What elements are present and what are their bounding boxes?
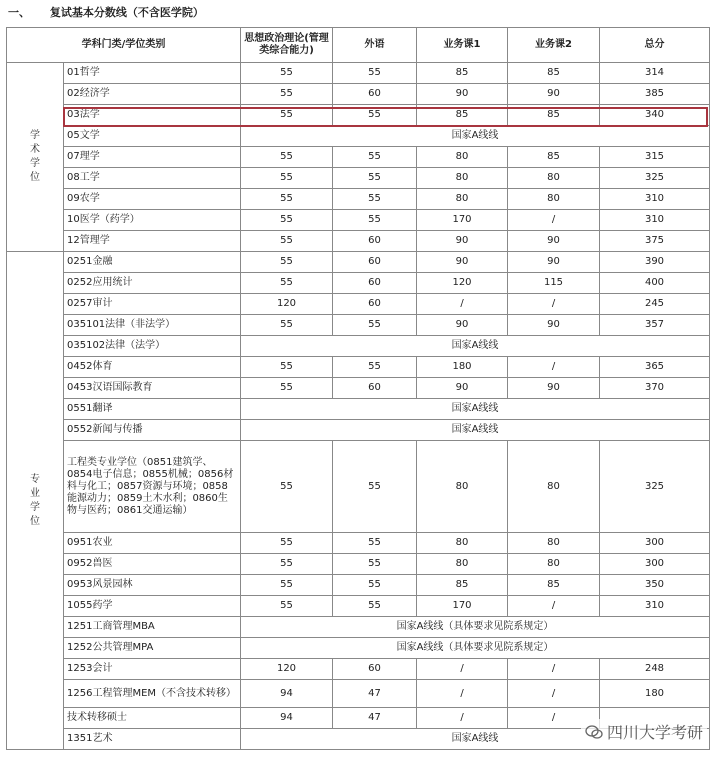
course2-score: /: [508, 294, 600, 315]
course1-score: 90: [417, 378, 508, 399]
section-number: 一、: [8, 6, 30, 19]
discipline-name: 0453汉语国际教育: [64, 378, 241, 399]
table-row: [7, 680, 710, 708]
course1-score: 90: [417, 315, 508, 336]
course1-score: 90: [417, 252, 508, 273]
foreign-score: 47: [333, 708, 417, 729]
course1-score: 85: [417, 575, 508, 596]
group-label-char: 学: [30, 130, 40, 141]
table-row: [7, 420, 710, 441]
course1-score: /: [417, 659, 508, 680]
group-label-char: 学: [30, 501, 40, 513]
table-row: [7, 357, 710, 378]
total-score: 357: [600, 315, 710, 336]
wechat-icon: [585, 725, 603, 739]
discipline-name: 02经济学: [64, 84, 241, 105]
foreign-score: 60: [333, 84, 417, 105]
foreign-score: 47: [333, 680, 417, 708]
discipline-name: 0452体育: [64, 357, 241, 378]
total-score: 390: [600, 252, 710, 273]
politics-score: 55: [241, 168, 333, 189]
politics-score: 55: [241, 357, 333, 378]
politics-score: 55: [241, 273, 333, 294]
politics-score: 55: [241, 147, 333, 168]
group-label-char: 位: [30, 172, 40, 183]
merged-note: 国家A线线（具体要求见院系规定）: [241, 638, 710, 659]
group-label-char: 学: [30, 158, 40, 169]
table-row: [7, 617, 710, 638]
table-row: [7, 533, 710, 554]
course2-score: /: [508, 357, 600, 378]
total-score: 315: [600, 147, 710, 168]
course2-score: 80: [508, 168, 600, 189]
merged-note: 国家A线线: [241, 420, 710, 441]
discipline-name: 03法学: [64, 105, 241, 126]
discipline-name: 0552新闻与传播: [64, 420, 241, 441]
politics-score: 55: [241, 252, 333, 273]
discipline-name: 0951农业: [64, 533, 241, 554]
total-score: 350: [600, 575, 710, 596]
total-score: 325: [600, 168, 710, 189]
discipline-name: 1251工商管理MBA: [64, 617, 241, 638]
merged-note: 国家A线线: [241, 399, 710, 420]
course2-score: 90: [508, 378, 600, 399]
merged-note: 国家A线线: [241, 729, 710, 750]
discipline-name: 1256工程管理MEM（不含技术转移）: [64, 680, 241, 708]
total-score: 310: [600, 189, 710, 210]
course2-score: 85: [508, 105, 600, 126]
discipline-name: 技术转移硕士: [64, 708, 241, 729]
section-heading: [8, 4, 204, 20]
politics-score: 55: [241, 441, 333, 533]
total-score: 310: [600, 210, 710, 231]
politics-score: 55: [241, 189, 333, 210]
score-table: [6, 27, 710, 750]
group-label-char: 业: [30, 487, 40, 499]
course2-score: 90: [508, 252, 600, 273]
politics-score: 55: [241, 533, 333, 554]
discipline-name: 1253会计: [64, 659, 241, 680]
course2-score: /: [508, 708, 600, 729]
politics-score: 55: [241, 575, 333, 596]
course2-score: 80: [508, 533, 600, 554]
header-course2: 业务课2: [508, 28, 600, 63]
politics-score: 55: [241, 378, 333, 399]
total-score: 314: [600, 63, 710, 84]
foreign-score: 55: [333, 441, 417, 533]
total-score: 400: [600, 273, 710, 294]
discipline-name: 05文学: [64, 126, 241, 147]
header-total: 总分: [600, 28, 710, 63]
table-row: [7, 168, 710, 189]
total-score: 248: [600, 659, 710, 680]
course2-score: 90: [508, 315, 600, 336]
table-row: [7, 659, 710, 680]
course1-score: 80: [417, 533, 508, 554]
discipline-name: 工程类专业学位（0851建筑学、0854电子信息；0855机械；0856材料与化工；0857资源与环境；0858能源动力；0859土木水利；0860生物与医药；0861交通运输）: [64, 441, 241, 533]
course2-score: 80: [508, 441, 600, 533]
discipline-name: 01哲学: [64, 63, 241, 84]
politics-score: 55: [241, 63, 333, 84]
discipline-name: 0251金融: [64, 252, 241, 273]
politics-score: 55: [241, 210, 333, 231]
discipline-name: 10医学（药学）: [64, 210, 241, 231]
group-label-char: 术: [30, 144, 40, 155]
total-score: 300: [600, 533, 710, 554]
foreign-score: 55: [333, 357, 417, 378]
course2-score: /: [508, 659, 600, 680]
total-score: 365: [600, 357, 710, 378]
foreign-score: 55: [333, 210, 417, 231]
table-row: [7, 336, 710, 357]
politics-score: 120: [241, 659, 333, 680]
course1-score: 170: [417, 210, 508, 231]
course1-score: 120: [417, 273, 508, 294]
header-course1: 业务课1: [417, 28, 508, 63]
course1-score: 80: [417, 441, 508, 533]
group-label-char: 位: [30, 515, 40, 527]
table-row: [7, 189, 710, 210]
table-row: [7, 147, 710, 168]
foreign-score: 55: [333, 575, 417, 596]
foreign-score: 60: [333, 659, 417, 680]
course1-score: 90: [417, 231, 508, 252]
watermark-text: 四川大学考研: [606, 723, 703, 742]
course1-score: 80: [417, 189, 508, 210]
academic-group-label: [7, 63, 64, 252]
course1-score: 85: [417, 105, 508, 126]
foreign-score: 55: [333, 596, 417, 617]
foreign-score: 60: [333, 231, 417, 252]
foreign-score: 55: [333, 189, 417, 210]
professional-group-label: [7, 252, 64, 750]
table-row: [7, 554, 710, 575]
discipline-name: 0953风景园林: [64, 575, 241, 596]
section-title: 复试基本分数线（不含医学院）: [49, 6, 204, 19]
table-row: [7, 84, 710, 105]
foreign-score: 55: [333, 554, 417, 575]
course2-score: 90: [508, 231, 600, 252]
discipline-name: 1351艺术: [64, 729, 241, 750]
foreign-score: 60: [333, 294, 417, 315]
politics-score: 120: [241, 294, 333, 315]
total-score: 300: [600, 554, 710, 575]
table-row: [7, 315, 710, 336]
discipline-name: 09农学: [64, 189, 241, 210]
foreign-score: 55: [333, 533, 417, 554]
header-category: 学科门类/学位类别: [7, 28, 241, 63]
course2-score: 90: [508, 84, 600, 105]
merged-note: 国家A线线: [241, 126, 710, 147]
discipline-name: 0551翻译: [64, 399, 241, 420]
total-score: 245: [600, 294, 710, 315]
politics-score: 94: [241, 680, 333, 708]
foreign-score: 60: [333, 252, 417, 273]
table-row: [7, 105, 710, 126]
discipline-name: 0257审计: [64, 294, 241, 315]
discipline-name: 1055药学: [64, 596, 241, 617]
header-politics: 思想政治理论(管理类综合能力): [241, 28, 333, 63]
politics-score: 55: [241, 105, 333, 126]
table-row: [7, 231, 710, 252]
group-label-char: 专: [30, 473, 40, 485]
table-row: [7, 378, 710, 399]
merged-note: 国家A线线（具体要求见院系规定）: [241, 617, 710, 638]
course1-score: 80: [417, 147, 508, 168]
total-score: 375: [600, 231, 710, 252]
discipline-name: 0252应用统计: [64, 273, 241, 294]
foreign-score: 55: [333, 63, 417, 84]
politics-score: 55: [241, 596, 333, 617]
course2-score: 115: [508, 273, 600, 294]
total-score: 180: [600, 680, 710, 708]
total-score: 310: [600, 596, 710, 617]
foreign-score: 60: [333, 378, 417, 399]
total-score: 385: [600, 84, 710, 105]
course1-score: 180: [417, 357, 508, 378]
course1-score: 85: [417, 63, 508, 84]
table-row: [7, 638, 710, 659]
table-row: [7, 399, 710, 420]
course2-score: 85: [508, 63, 600, 84]
course1-score: /: [417, 708, 508, 729]
merged-note: 国家A线线: [241, 336, 710, 357]
course2-score: /: [508, 210, 600, 231]
course2-score: 85: [508, 147, 600, 168]
politics-score: 94: [241, 708, 333, 729]
course1-score: 80: [417, 554, 508, 575]
total-score: 370: [600, 378, 710, 399]
table-row: [7, 596, 710, 617]
course2-score: /: [508, 680, 600, 708]
course1-score: /: [417, 680, 508, 708]
table-row: [7, 63, 710, 84]
table-row: [7, 294, 710, 315]
discipline-name: 035102法律（法学）: [64, 336, 241, 357]
discipline-name: 1252公共管理MPA: [64, 638, 241, 659]
politics-score: 55: [241, 315, 333, 336]
header-foreign: 外语: [333, 28, 417, 63]
table-row: [7, 575, 710, 596]
discipline-name: 07理学: [64, 147, 241, 168]
foreign-score: 55: [333, 315, 417, 336]
table-row: [7, 441, 710, 533]
table-header-row: [7, 28, 710, 63]
course1-score: 90: [417, 84, 508, 105]
discipline-name: 0952兽医: [64, 554, 241, 575]
course2-score: /: [508, 596, 600, 617]
table-row: [7, 273, 710, 294]
politics-score: 55: [241, 554, 333, 575]
course2-score: 85: [508, 575, 600, 596]
discipline-name: 08工学: [64, 168, 241, 189]
total-score: 325: [600, 441, 710, 533]
course1-score: 170: [417, 596, 508, 617]
table-row: [7, 126, 710, 147]
course1-score: 80: [417, 168, 508, 189]
politics-score: 55: [241, 84, 333, 105]
politics-score: 55: [241, 231, 333, 252]
course2-score: 80: [508, 554, 600, 575]
table-row: [7, 252, 710, 273]
course1-score: /: [417, 294, 508, 315]
course2-score: 80: [508, 189, 600, 210]
foreign-score: 55: [333, 105, 417, 126]
table-row: [7, 210, 710, 231]
foreign-score: 60: [333, 273, 417, 294]
foreign-score: 55: [333, 168, 417, 189]
total-score: 340: [600, 105, 710, 126]
discipline-name: 12管理学: [64, 231, 241, 252]
discipline-name: 035101法律（非法学）: [64, 315, 241, 336]
watermark: [581, 719, 707, 744]
foreign-score: 55: [333, 147, 417, 168]
